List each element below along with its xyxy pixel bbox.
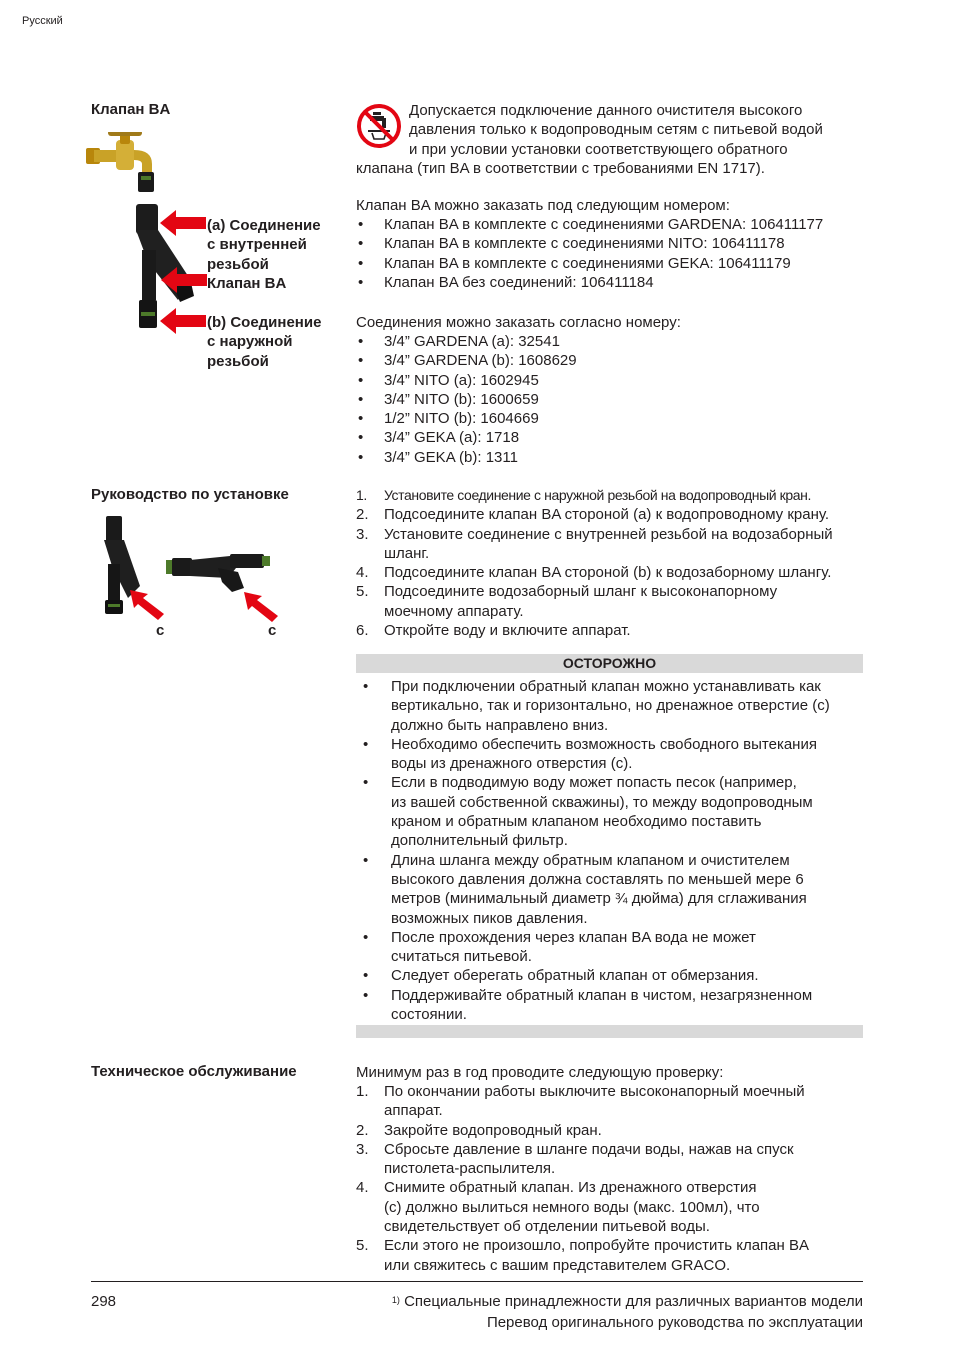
list-item: • Клапан BA в комплекте с соединениями GEKA: 106411179: [358, 254, 791, 272]
list-item: • 3/4” GEKA (a): 1718: [358, 429, 520, 447]
maintenance-steps: [356, 1082, 866, 1275]
list-item: • 3/4” NITO (a): 1602945: [358, 371, 539, 389]
list-item: 2. Подсоедините клапан BA стороной (a) к водопроводному крану.: [356, 506, 830, 524]
order-list: [356, 215, 866, 292]
arrow-icon: [244, 592, 278, 622]
list-item: • 3/4” GEKA (b): 1311: [358, 448, 518, 466]
intro-paragraph-last-line: клапана (тип BA в соответствии с требованиями EN 1717).: [356, 160, 765, 177]
section-title-valve: Клапан BA: [91, 101, 171, 118]
drain-label-c: c: [156, 622, 165, 639]
list-item: 3. Сбросьте давление в шланге подачи воды, нажав на спуск пистолета-распылителя.: [356, 1140, 794, 1178]
list-item: 5. Если этого не произошло, попробуйте прочистить клапан BA или свяжитесь с вашим представителем GRACO.: [356, 1237, 809, 1274]
drain-label-c: c: [268, 622, 277, 639]
list-item: 2. Закройте водопроводный кран.: [356, 1121, 602, 1139]
footnote-mark: 1): [391, 1295, 400, 1305]
order-intro: Клапан BA можно заказать под следующим номером:: [356, 197, 730, 214]
list-item: • Клапан BA в комплекте с соединениями NITO: 106411178: [358, 235, 785, 253]
list-item: 1. Установите соединение с наружной резьбой на водопроводный кран.: [356, 487, 811, 503]
warning-title: ОСТОРОЖНО: [562, 655, 657, 671]
page-number: 298: [91, 1293, 117, 1310]
list-item: • Клапан BA без соединений: 106411184: [358, 273, 654, 291]
list-item: • Если в подводимую воду может попасть песок (например, из вашей собственной скважины), то между водопроводным краном и обратным клапаном необходимо поставить дополнительный фильтр.: [363, 774, 813, 850]
arrow-icon: [161, 267, 207, 293]
list-item: • 3/4” GARDENA (b): 1608629: [358, 352, 577, 370]
arrow-icon: [130, 590, 164, 620]
arrow-icon: [160, 210, 206, 236]
section-title-install: Руководство по установке: [91, 486, 289, 503]
list-item: • Поддерживайте обратный клапан в чистом, незагрязненном состоянии.: [363, 986, 813, 1024]
translation-note: Перевод оригинального руководства по эксплуатации: [486, 1314, 863, 1331]
list-item: • Необходимо обеспечить возможность свободного вытекания воды из дренажного отверстия (c).: [363, 735, 817, 773]
caption-a: (a) Соединение с внутренней резьбой Клапан BA: [207, 217, 321, 292]
list-item: 6. Откройте воду и включите аппарат.: [356, 622, 631, 640]
intro-paragraph-wrapped: Допускается подключение данного очистителя высокого давления только к водопроводным сетям с питьевой водой и при условии установки соответствующего обратного: [409, 102, 823, 158]
connections-intro: Соединения можно заказать согласно номеру:: [356, 314, 681, 331]
maintenance-intro: Минимум раз в год проводите следующую проверку:: [356, 1064, 724, 1081]
footnote: [392, 1291, 863, 1313]
list-item: • Следует оберегать обратный клапан от обмерзания.: [363, 967, 759, 985]
language-label: Русский: [22, 15, 63, 27]
arrow-icon: [160, 308, 206, 334]
list-item: 3. Установите соединение с внутренней резьбой на водозаборный шланг.: [356, 525, 833, 562]
caption-b: (b) Соединение с наружной резьбой: [207, 314, 322, 370]
connections-list: [356, 332, 866, 467]
footer-divider: [91, 1281, 863, 1282]
list-item: • 3/4” GARDENA (a): 32541: [358, 333, 560, 350]
list-item: 5. Подсоедините водозаборный шланг к высоконапорному моечному аппарату.: [356, 583, 778, 620]
warning-header-bar: [356, 654, 863, 673]
section-title-maintenance: Техническое обслуживание: [91, 1063, 297, 1080]
list-item: 4. Подсоедините клапан BA стороной (b) к водозаборному шлангу.: [356, 564, 832, 582]
list-item: 4. Снимите обратный клапан. Из дренажного отверстия (c) должно вылиться немного воды (макс. 100мл), что свидетельствует об отделении питьевой воды.: [356, 1179, 760, 1236]
list-item: 1. По окончании работы выключите высоконапорный моечный аппарат.: [356, 1083, 805, 1120]
valve-horizontal-illustration: [166, 548, 278, 594]
list-item: • При подключении обратный клапан можно устанавливать как вертикально, так и горизонтально, но дренажное отверстие (c) должно быть направлено вниз.: [363, 678, 830, 734]
list-item: • После прохождения через клапан BA вода не может считаться питьевой.: [363, 928, 756, 966]
no-drinking-water-tap-icon: [356, 103, 402, 149]
list-item: • Длина шланга между обратным клапаном и очистителем высокого давления должна составлять по меньшей мере 6 метров (минимальный диаметр ¾ дюйма) для сглаживания возможных пиков давления.: [363, 851, 807, 927]
list-item: • Клапан BA в комплекте с соединениями GARDENA: 106411177: [358, 216, 824, 233]
footnote-text: Специальные принадлежности для различных вариантов модели: [404, 1293, 863, 1310]
warning-list: [356, 677, 863, 1024]
list-item: • 1/2” NITO (b): 1604669: [358, 410, 539, 428]
warning-footer-bar: [356, 1025, 863, 1038]
install-steps: [356, 486, 866, 640]
list-item: • 3/4” NITO (b): 1600659: [358, 390, 539, 408]
